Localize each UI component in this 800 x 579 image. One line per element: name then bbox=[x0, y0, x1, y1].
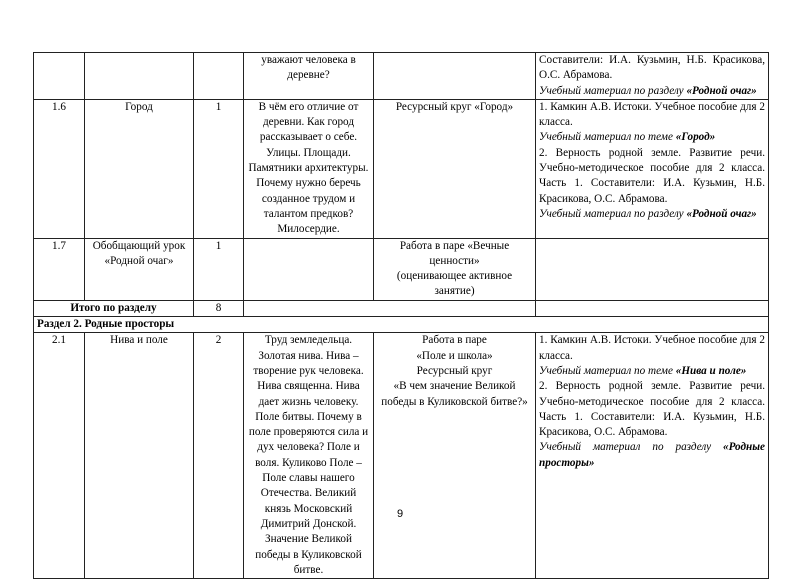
topic-cell: Город bbox=[85, 99, 194, 238]
total-label: Итого по разделу bbox=[34, 300, 194, 316]
table-row bbox=[34, 99, 769, 238]
form-cell: Ресурсный круг «Город» bbox=[374, 99, 536, 238]
content-cell: уважают человека в деревне? bbox=[244, 53, 374, 100]
section-title: Раздел 2. Родные просторы bbox=[34, 317, 769, 333]
literature-text: 1. Камкин А.В. Истоки. Учебное пособие для 2 класса. bbox=[539, 334, 765, 362]
num-cell bbox=[34, 53, 85, 100]
topic-cell: Нива и поле bbox=[85, 333, 194, 579]
content-cell: Труд земледельца. Золотая нива. Нива – творение рук человека. Нива священна. Нива дает жизнь человеку. Поле битвы. Почему в поле проверяются сила и дух человека? Поле и воля. Куликово Поле – Поле славы нашего Отечества. Великий князь Московский Димитрий Донской. Значение Великой победы в Куликовской битве. bbox=[244, 333, 374, 579]
literature-text: 2. Верность родной земле. Развитие речи. Учебно-методическое пособие для 2 класса. Часть 1. Составители: И.А. Кузьмин, Н.Б. Красикова, О.С. Абрамова. bbox=[539, 380, 765, 439]
form-text: Работа в паре «Вечные ценности» bbox=[399, 239, 510, 267]
literature-text: Составители: И.А. Кузьмин, Н.Б. Красикова, О.С. Абрамова. bbox=[539, 54, 765, 82]
form-text: Работа в паре bbox=[422, 334, 487, 347]
page-number: 9 bbox=[396, 508, 404, 520]
section-row bbox=[34, 317, 769, 333]
form-text: «Поле и школа» bbox=[416, 349, 493, 362]
literature-cell bbox=[536, 238, 769, 300]
form-text: «В чем значение Великой победы в Куликовской битве?» bbox=[381, 380, 528, 408]
form-cell bbox=[374, 53, 536, 100]
num-cell: 1.6 bbox=[34, 99, 85, 238]
table-row bbox=[34, 238, 769, 300]
topic-cell: Обобщающий урок «Родной очаг» bbox=[85, 238, 194, 300]
content-cell: В чём его отличие от деревни. Как город рассказывает о себе. Улицы. Площади. Памятники архитектуры. Почему нужно беречь созданное трудом и талантом предков? Милосердие. bbox=[244, 99, 374, 238]
literature-note: Учебный материал по разделу «Родной очаг» bbox=[539, 84, 757, 97]
total-row bbox=[34, 300, 769, 316]
hours-cell: 2 bbox=[194, 333, 244, 579]
form-cell bbox=[374, 333, 536, 579]
empty-cell bbox=[536, 300, 769, 316]
hours-cell bbox=[194, 53, 244, 100]
num-cell: 2.1 bbox=[34, 333, 85, 579]
literature-cell bbox=[536, 333, 769, 579]
literature-note: Учебный материал по разделу «Родной очаг» bbox=[539, 207, 757, 220]
curriculum-table bbox=[33, 52, 769, 579]
topic-cell bbox=[85, 53, 194, 100]
form-text: (оценивающее активное занятие) bbox=[396, 270, 513, 298]
num-cell: 1.7 bbox=[34, 238, 85, 300]
content-cell bbox=[244, 238, 374, 300]
form-text: Ресурсный круг bbox=[416, 364, 493, 377]
table-row bbox=[34, 53, 769, 100]
literature-text: 2. Верность родной земле. Развитие речи. Учебно-методическое пособие для 2 класса. Часть 1. Составители: И.А. Кузьмин, Н.Б. Красикова, О.С. Абрамова. bbox=[539, 146, 765, 205]
hours-cell: 1 bbox=[194, 238, 244, 300]
literature-cell bbox=[536, 99, 769, 238]
hours-cell: 1 bbox=[194, 99, 244, 238]
literature-cell bbox=[536, 53, 769, 100]
literature-topic-note: Учебный материал по теме «Город» bbox=[539, 131, 716, 144]
empty-cell bbox=[244, 300, 536, 316]
total-hours: 8 bbox=[194, 300, 244, 316]
literature-note: Учебный материал по разделу «Родные просторы» bbox=[539, 441, 765, 469]
literature-text: 1. Камкин А.В. Истоки. Учебное пособие для 2 класса. bbox=[539, 100, 765, 129]
form-cell bbox=[374, 238, 536, 300]
literature-topic-note: Учебный материал по теме «Нива и поле» bbox=[539, 364, 747, 377]
table-row bbox=[34, 333, 769, 579]
